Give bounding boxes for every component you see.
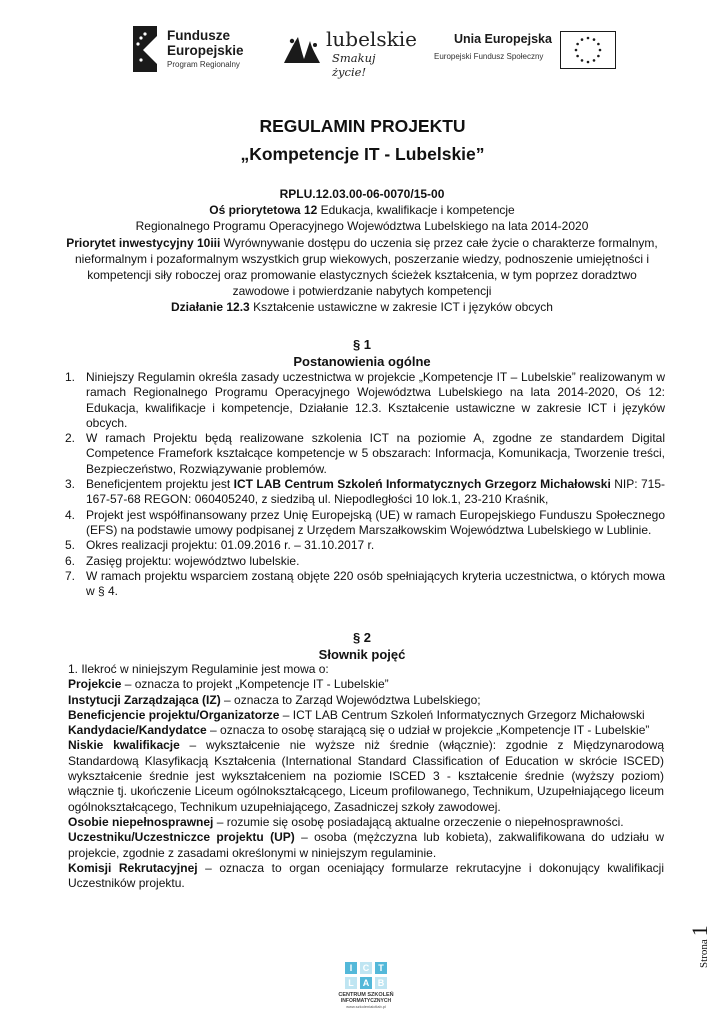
title-line1: REGULAMIN PROJEKTU (259, 116, 466, 136)
definition-term: Kandydacie/Kandydatce (68, 723, 207, 738)
definition-term: Osobie niepełnosprawnej (68, 814, 214, 829)
definitions-list (68, 662, 664, 891)
definition-text: – rozumie się osobę posiadającą aktualne orzeczenie o niepełnosprawności. (213, 814, 624, 829)
definition-text: – oznacza to organ oceniający formularze rekrutacyjne i dokonujący kwalifikacji Uczestników projektu. (68, 860, 664, 891)
investment-priority (60, 235, 664, 300)
ict-lab-logo (334, 962, 398, 1024)
beneficiary-name: ICT LAB Centrum Szkoleń Informatycznych Grzegorz Michałowski (233, 477, 611, 492)
intro-block (60, 186, 664, 316)
list-item-number: 2. (65, 431, 76, 446)
list-item-text: W ramach projektu wsparciem zostaną objęte 220 osób spełniających kryteria uczestnictwa, o których mowa w § 4. (86, 568, 665, 599)
definition-item (68, 815, 664, 830)
list-item (65, 370, 665, 431)
list-item (65, 554, 665, 569)
eu-flag-icon (560, 31, 616, 69)
ue-logo-line2: Europejski Fundusz Społeczny (434, 52, 544, 61)
action (60, 299, 664, 315)
definition-item (68, 830, 664, 861)
list-item-text: Projekt jest współfinansowany przez Unię Europejską (UE) w ramach Europejskiego Funduszu Społecznego (EFS) na podstawie umowy podpisanej z Urzędem Marszałkowskim Województwa Lubelskiego w Lublinie. (86, 507, 665, 537)
list-item-number: 4. (65, 507, 76, 522)
fe-flag-icon (133, 26, 157, 72)
priority-axis (60, 202, 664, 218)
definition-term: Uczestniku/Uczestniczce projektu (UP) (68, 830, 295, 845)
list-item-number: 6. (65, 553, 76, 568)
list-item-number: 3. (65, 477, 76, 492)
definition-term: Beneficjencie projektu/Organizatorze (68, 707, 280, 722)
lubelskie-logo-name: lubelskie (326, 27, 417, 51)
section1-list (65, 370, 665, 599)
logo-tile: A (360, 977, 372, 989)
section1-heading: Postanowienia ogólne (293, 354, 431, 369)
definition-item (68, 723, 664, 738)
document-title (0, 112, 725, 168)
list-item-text-post: NIP: 715-167-57-68 REGON: 060405240, z siedzibą ul. Niepodległości 10 lok.1, 23-210 Kraśnik, (86, 477, 665, 507)
fe-logo-line3: Program Regionalny (167, 60, 240, 69)
list-item (65, 538, 665, 553)
action-label: Działanie 12.3 (171, 300, 250, 315)
fundusze-europejskie-logo (133, 26, 253, 78)
list-item (65, 508, 665, 539)
lubelskie-logo-tagline: Smakuj życie! (332, 51, 376, 79)
ict-lab-tiles (345, 962, 387, 989)
list-item-text: Okres realizacji projektu: 01.09.2016 r. – 31.10.2017 r. (86, 538, 375, 553)
list-item-text: Niniejszy Regulamin określa zasady uczestnictwa w projekcie „Kompetencje IT – Lubelskie” realizowanym w ramach Regionalnego Programu Operacyjnego Województwa Lubelskiego na lata 2014-2020, Oś 12: Edukacja, kwalifikacje i kompetencje, Działanie 12.3. Kształcenie ustawiczne w zakresie ICT i języków obcych. (86, 370, 665, 430)
page-label-word: Strona (698, 939, 710, 968)
definition-item (68, 677, 664, 692)
definition-term: Instytucji Zarządzająca (IZ) (68, 692, 221, 707)
action-text: Kształcenie ustawiczne w zakresie ICT i języków obcych (249, 300, 553, 315)
footer-logo-line3: www.szkoleniaictlab.pl (346, 1004, 386, 1009)
list-item-text-pre: Beneficjentem projektu jest (86, 477, 234, 492)
unia-europejska-logo (432, 30, 632, 74)
footer-logo-line2: INFORMATYCZNYCH (340, 998, 392, 1004)
title-line2: „Kompetencje IT - Lubelskie” (240, 144, 485, 164)
lubelskie-logo (282, 25, 417, 79)
fe-logo-line1: Fundusze (167, 28, 230, 43)
section2-number: § 2 (352, 630, 372, 645)
definition-text: – oznacza to Zarząd Województwa Lubelskiego; (220, 692, 481, 707)
definition-item (68, 708, 664, 723)
list-item-number: 7. (65, 568, 76, 583)
axis-text: Edukacja, kwalifikacje i kompetencje (317, 203, 515, 218)
ue-logo-line1: Unia Europejska (454, 32, 552, 46)
list-item-number: 1. (65, 370, 76, 384)
project-code: RPLU.12.03.00-06-0070/15-00 (279, 187, 445, 201)
list-item (65, 569, 665, 600)
definition-term: Niskie kwalifikacje (68, 738, 180, 753)
logo-tile: L (345, 977, 357, 989)
fe-logo-line2: Europejskie (167, 42, 244, 58)
definition-text: – osoba (mężczyzna lub kobieta), zakwalifikowana do udziału w projekcie, zgodnie z zasadami określonymi w niniejszym regulaminie. (68, 830, 664, 860)
logo-tile: T (375, 962, 387, 974)
logo-tile: I (345, 962, 357, 974)
definition-term: Komisji Rekrutacyjnej (68, 860, 198, 875)
logo-tile: B (375, 977, 387, 989)
section1-header (60, 336, 664, 370)
definition-text: – wykształcenie nie wyższe niż średnie (włącznie): zgodnie z Międzynarodową Standardową Klasyfikacją Kształcenia (International Standard Classification of Education w skrócie ISCED) wykształcenie średnie jest wykształceniem na poziomie ISCED 3 - kształcenie średnie (wyższy poziom) włącznie tj. ukończenie Liceum ogólnokształcącego, Liceum profilowanego, Technikum, Uzupełniającego liceum ogólnokształcącego, Technikum uzupełniającego, Zasadniczej szkoły zawodowej. (68, 738, 665, 814)
logo-tile: C (360, 962, 372, 974)
section2-heading: Słownik pojęć (318, 647, 406, 662)
page-label-number: 1 (687, 925, 712, 937)
list-item-text: W ramach Projektu będą realizowane szkolenia ICT na poziomie A, zgodne ze standardem Digital Competence Framefork kształcące kompetencje w 5 obszarach: Informacja, Komunikacja, Tworzenie treści, Bezpieczeństwo, Rozwiązywanie problemów. (86, 431, 665, 476)
definition-text: – oznacza to projekt „Kompetencje IT - Lubelskie” (121, 677, 389, 692)
definition-term: Projekcie (68, 677, 122, 692)
section2-header (60, 629, 664, 663)
footer-logo-line1: CENTRUM SZKOLEŃ (338, 992, 394, 998)
priority-label: Priorytet inwestycyjny 10iii (66, 235, 221, 250)
section1-number: § 1 (352, 337, 372, 352)
list-item (65, 477, 665, 508)
definition-text: – ICT LAB Centrum Szkoleń Informatycznych Grzegorz Michałowski (279, 707, 645, 722)
axis-label: Oś priorytetowa 12 (209, 203, 318, 218)
definition-item (68, 738, 664, 814)
header-logos (0, 22, 725, 82)
definition-item (68, 861, 664, 892)
priority-text: Wyrównywanie dostępu do uczenia się przez całe życie o charakterze formalnym, nieformalnym i pozaformalnym wszystkich grup wiekowych, poszerzanie wiedzy, podnoszenie umiejętności i kompetencji siły roboczej oraz promowanie elastycznych ścieżek kształcenia, w tym poprzez doradztwo zawodowe i potwierdzanie nabytych kompetencji (74, 235, 658, 299)
definitions-lead: 1. Ilekroć w niniejszym Regulaminie jest mowa o: (68, 662, 329, 676)
list-item-text: Zasięg projektu: województwo lubelskie. (86, 553, 300, 568)
lubelskie-mark-icon (282, 33, 322, 67)
list-item-number: 5. (65, 538, 76, 553)
definition-text: – oznacza to osobę starającą się o udział w projekcie „Kompetencje IT - Lubelskie” (206, 723, 650, 738)
definition-item (68, 693, 664, 708)
program-name: Regionalnego Programu Operacyjnego Województwa Lubelskiego na lata 2014-2020 (135, 219, 589, 234)
list-item (65, 431, 665, 477)
page-number-label (687, 902, 712, 968)
